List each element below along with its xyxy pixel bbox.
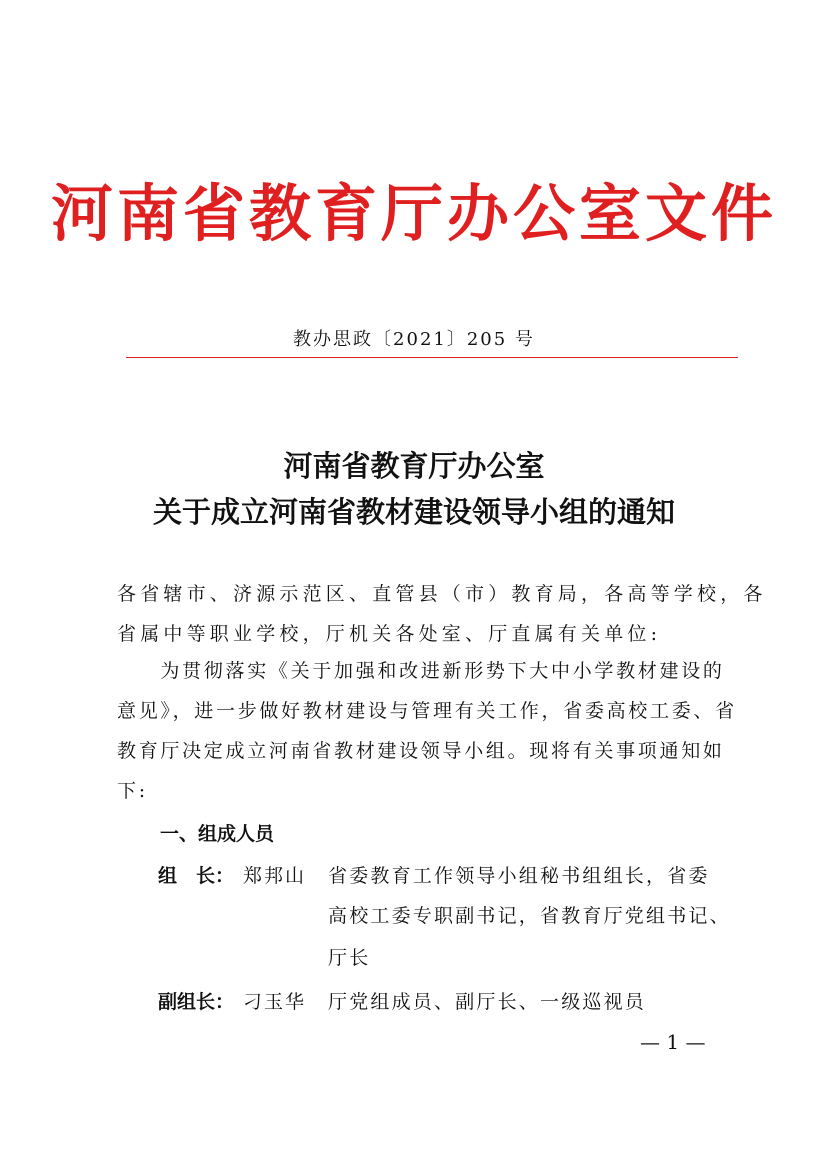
body-line: 意见》，进一步做好教材建设与管理有关工作，省委高校工委、省 <box>117 700 737 722</box>
body-line: 为贯彻落实《关于加强和改进新形势下大中小学教材建设的 <box>117 660 725 682</box>
deputy-role: 厅党组成员、副厅长、一级巡视员 <box>328 991 647 1013</box>
leader-role-line2: 高校工委专职副书记，省教育厅党组书记、 <box>328 905 731 927</box>
body-line: 下: <box>117 780 148 802</box>
leader-label: 组 长： <box>158 865 235 887</box>
document-masthead-title: 河南省教育厅办公室文件 <box>50 177 777 250</box>
leader-role-line3: 厅长 <box>328 947 371 969</box>
body-line: 教育厅决定成立河南省教材建设领导小组。现将有关事项通知如 <box>117 740 725 762</box>
section-heading-members: 一、组成人员 <box>160 823 275 845</box>
page-number: — 1 — <box>640 1030 706 1054</box>
leader-name: 郑邦山 <box>243 865 307 887</box>
addressee-block <box>117 574 767 654</box>
addressee-line: 各省辖市、济源示范区、直管县（市）教育局，各高等学校，各 <box>117 583 767 605</box>
deputy-label: 副组长： <box>158 991 235 1013</box>
document-number: 教办思政〔2021〕205 号 <box>293 329 535 350</box>
deputy-name: 刁玉华 <box>243 991 307 1013</box>
notice-title-line1: 河南省教育厅办公室 <box>283 449 545 483</box>
red-divider-line <box>126 357 738 358</box>
body-paragraph <box>117 651 737 811</box>
leader-role-line1: 省委教育工作领导小组秘书组组长，省委 <box>328 865 710 887</box>
addressee-line: 省属中等职业学校，厅机关各处室、厅直属有关单位: <box>117 623 662 645</box>
notice-title-line2: 关于成立河南省教材建设领导小组的通知 <box>152 495 675 529</box>
